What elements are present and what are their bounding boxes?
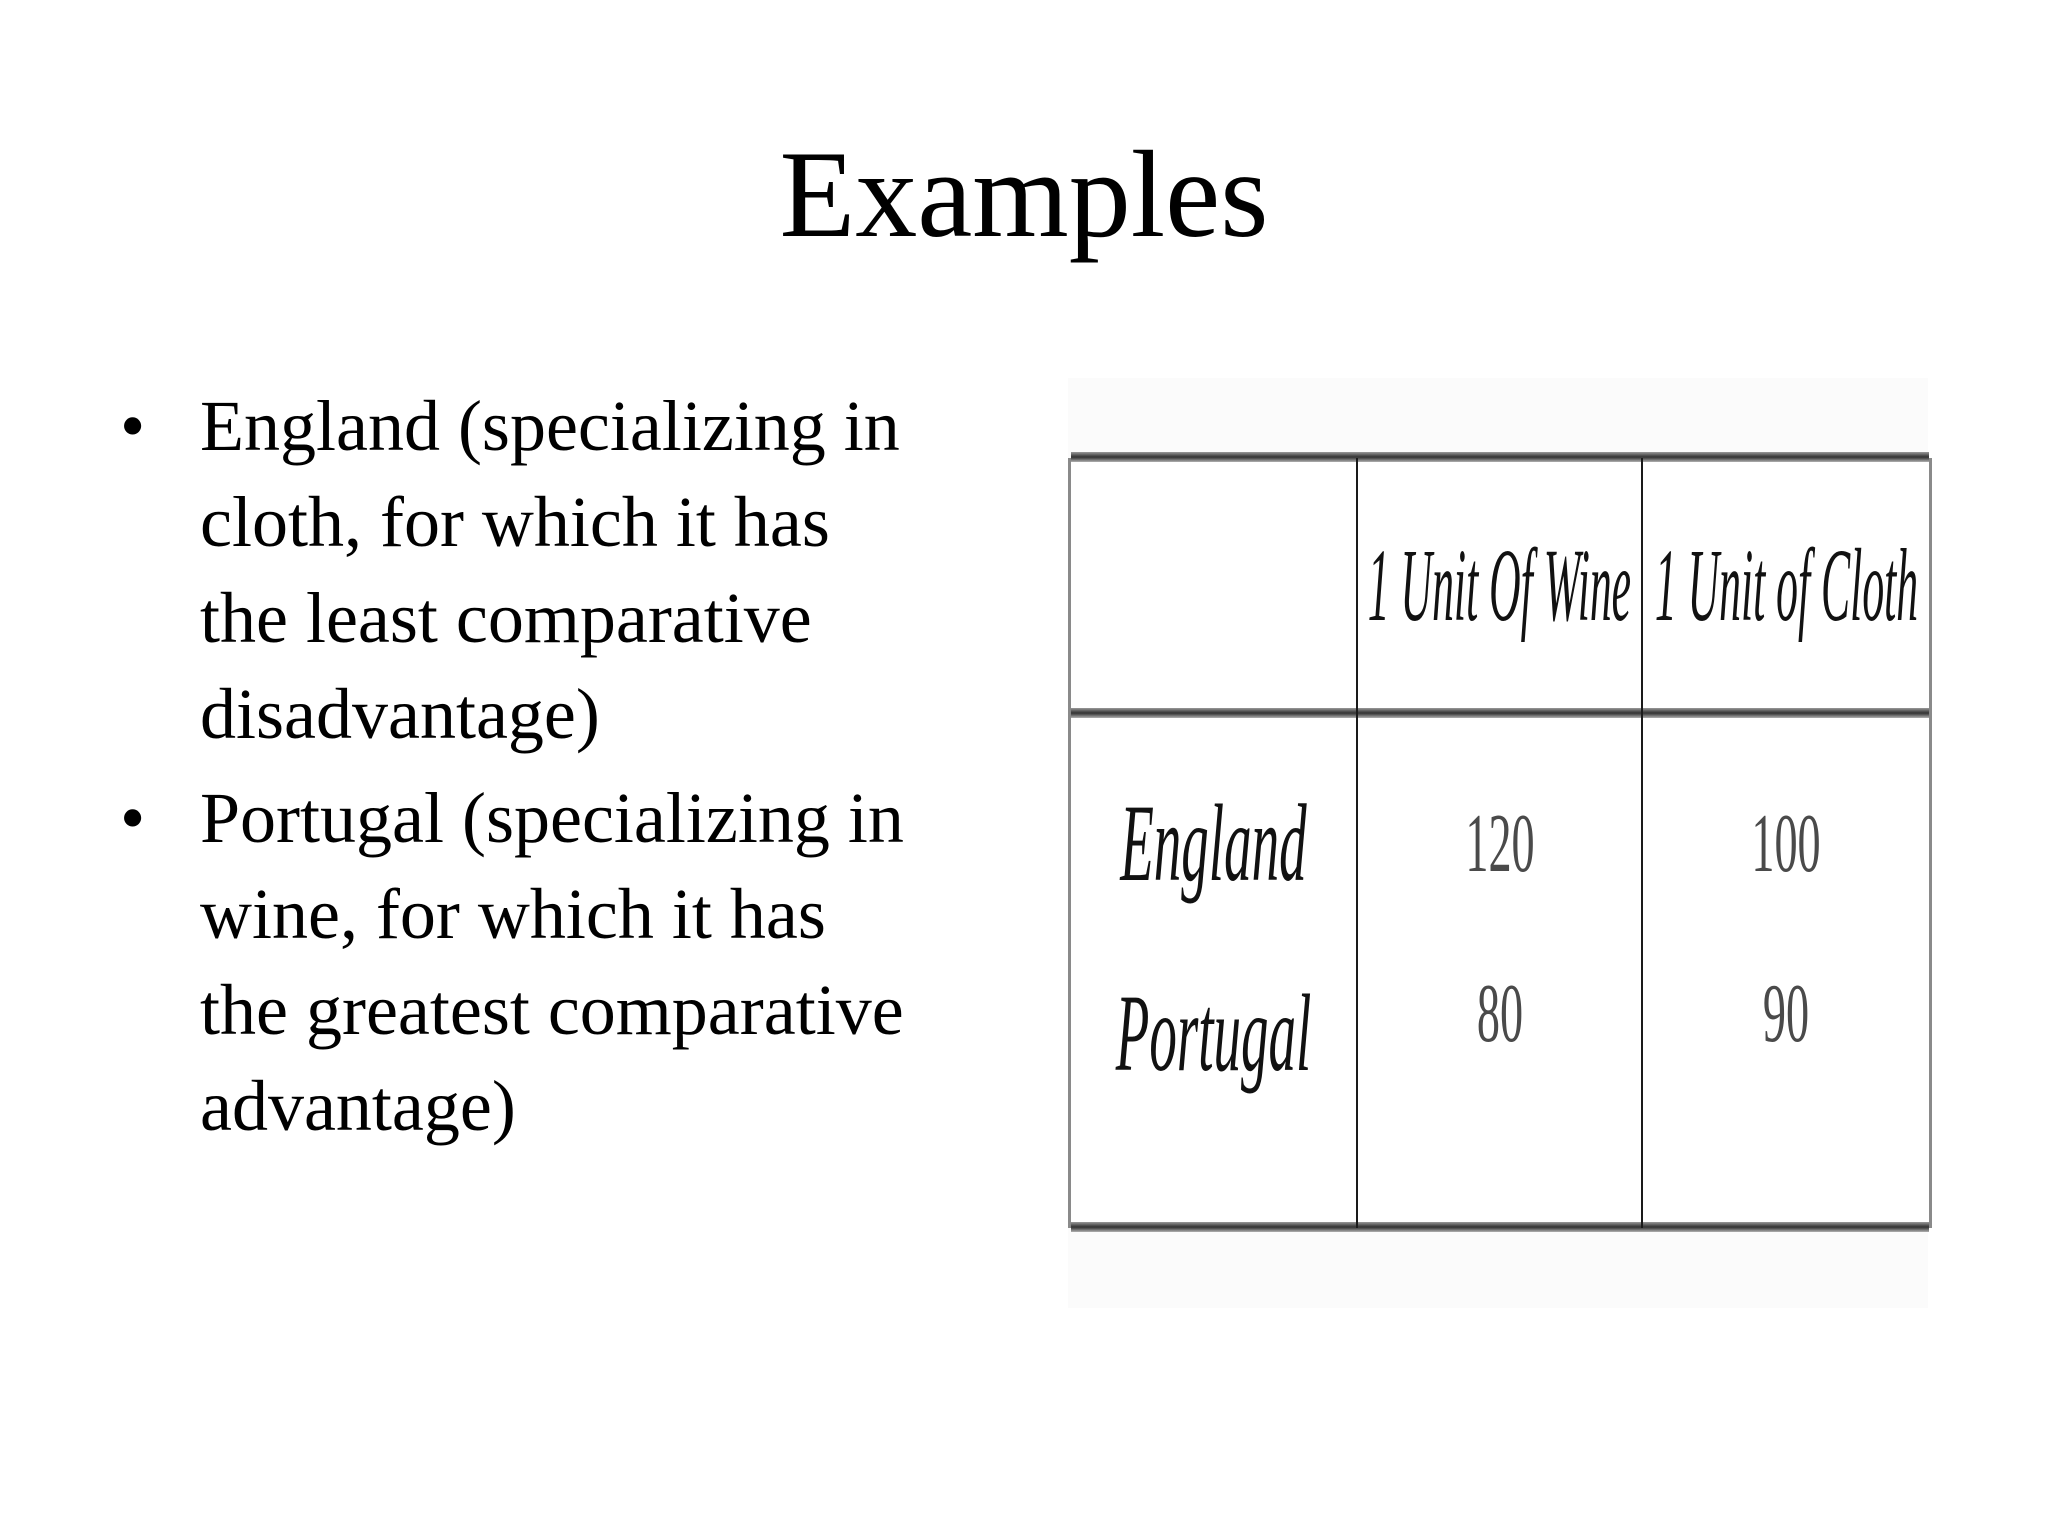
table-bottom-rule [1071,1222,1929,1232]
bullet-line: disadvantage) [200,674,600,754]
table-header-wine [1358,462,1641,708]
bullet-line: Portugal (specializing in [200,778,904,858]
header-cloth-label: 1 Unit of Cloth [1654,527,1918,643]
cell-portugal-cloth: 90 [1762,966,1810,1060]
bullet-line: cloth, for which it has [200,482,830,562]
header-wine-label: 1 Unit Of Wine [1367,527,1632,643]
cell-portugal-wine: 80 [1476,966,1523,1060]
bullet-item-england [120,378,1020,762]
table-image [1068,378,1928,1308]
bullet-line: advantage) [200,1066,516,1146]
row-label-portugal: Portugal [1115,971,1312,1094]
cost-table [1068,458,1932,1228]
bullet-dot: • [120,386,146,466]
bullet-line: the least comparative [200,578,812,658]
cell-england-wine: 120 [1464,796,1535,890]
table-header-cloth [1643,462,1929,708]
table-top-rule [1071,452,1929,462]
cell-england-cloth: 100 [1751,796,1821,890]
bullet-line: the greatest comparative [200,970,904,1050]
bullet-item-portugal [120,770,1020,1154]
row-label-england: England [1120,781,1307,904]
bullet-line: wine, for which it has [200,874,826,954]
table-header-rule [1071,708,1929,718]
bullet-list [120,378,1020,1162]
bullet-line: England (specializing in [200,386,900,466]
bullet-dot: • [120,778,146,858]
table-header-blank [1071,462,1356,708]
slide-title: Examples [779,126,1269,263]
